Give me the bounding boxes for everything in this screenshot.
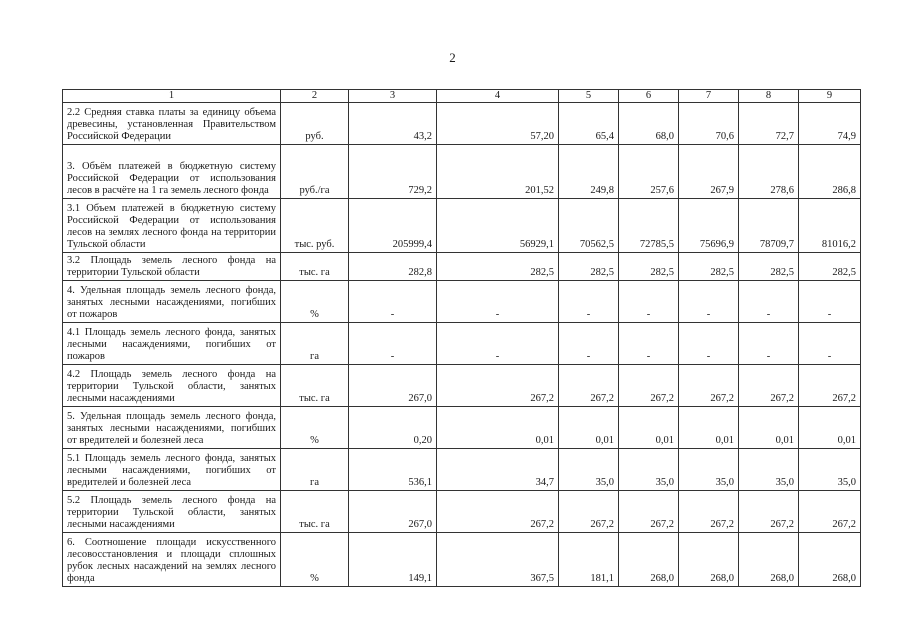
column-header: 5: [559, 90, 619, 103]
table-row: [63, 365, 861, 407]
row-value: -: [559, 323, 619, 365]
row-unit: руб./га: [281, 145, 349, 199]
row-value: 78709,7: [739, 199, 799, 253]
row-unit: тыс. га: [281, 365, 349, 407]
row-unit: га: [281, 449, 349, 491]
row-value: 267,2: [679, 491, 739, 533]
row-value: -: [739, 323, 799, 365]
column-header: 1: [63, 90, 281, 103]
column-header: 9: [799, 90, 861, 103]
row-value: 35,0: [619, 449, 679, 491]
row-value: 35,0: [739, 449, 799, 491]
row-value: 282,5: [559, 253, 619, 281]
row-value: -: [799, 281, 861, 323]
row-value: 205999,4: [349, 199, 437, 253]
row-value: 282,5: [619, 253, 679, 281]
row-value: 268,0: [619, 533, 679, 587]
row-value: 267,2: [739, 365, 799, 407]
row-value: 72,7: [739, 103, 799, 145]
row-description: 3. Объём платежей в бюджетную систему Российской Федерации от использования лесов в расчёте на 1 га земель лесного фонда: [63, 145, 281, 199]
row-unit: %: [281, 407, 349, 449]
row-value: 729,2: [349, 145, 437, 199]
row-description: 4. Удельная площадь земель лесного фонда, занятых лесными насаждениями, погибших от пожаров: [63, 281, 281, 323]
row-value: 267,2: [437, 365, 559, 407]
row-value: 257,6: [619, 145, 679, 199]
row-value: 267,0: [349, 365, 437, 407]
row-unit: %: [281, 533, 349, 587]
row-value: -: [437, 323, 559, 365]
row-description: 3.1 Объем платежей в бюджетную систему Российской Федерации от использования лесов на землях лесного фонда на территории Тульской области: [63, 199, 281, 253]
row-value: -: [679, 281, 739, 323]
table-row: [63, 281, 861, 323]
row-value: 282,5: [799, 253, 861, 281]
row-value: 282,5: [679, 253, 739, 281]
row-value: 35,0: [559, 449, 619, 491]
row-value: -: [739, 281, 799, 323]
table-row: [63, 145, 861, 199]
row-description: 5.2 Площадь земель лесного фонда на территории Тульской области, занятых лесными насаждениями: [63, 491, 281, 533]
row-value: 0,01: [679, 407, 739, 449]
row-description: 4.2 Площадь земель лесного фонда на территории Тульской области, занятых лесными насаждениями: [63, 365, 281, 407]
row-value: 286,8: [799, 145, 861, 199]
row-value: 267,2: [559, 491, 619, 533]
row-value: 65,4: [559, 103, 619, 145]
row-value: 74,9: [799, 103, 861, 145]
row-value: 267,2: [619, 491, 679, 533]
column-header: 2: [281, 90, 349, 103]
column-header: 8: [739, 90, 799, 103]
row-unit: %: [281, 281, 349, 323]
row-value: 267,2: [799, 365, 861, 407]
row-value: 57,20: [437, 103, 559, 145]
row-value: 267,9: [679, 145, 739, 199]
row-value: 43,2: [349, 103, 437, 145]
table-row: [63, 199, 861, 253]
row-unit: га: [281, 323, 349, 365]
row-value: 536,1: [349, 449, 437, 491]
row-value: 0,01: [437, 407, 559, 449]
row-value: 181,1: [559, 533, 619, 587]
column-header: 4: [437, 90, 559, 103]
row-value: 267,2: [799, 491, 861, 533]
header-row: [63, 90, 861, 103]
row-value: 70,6: [679, 103, 739, 145]
table-row: [63, 407, 861, 449]
row-unit: тыс. руб.: [281, 199, 349, 253]
row-value: -: [679, 323, 739, 365]
row-description: 4.1 Площадь земель лесного фонда, занятых лесными насаждениями, погибших от пожаров: [63, 323, 281, 365]
row-value: 56929,1: [437, 199, 559, 253]
row-value: 267,2: [559, 365, 619, 407]
row-value: 75696,9: [679, 199, 739, 253]
row-value: 68,0: [619, 103, 679, 145]
row-value: 367,5: [437, 533, 559, 587]
column-header: 3: [349, 90, 437, 103]
row-value: 278,6: [739, 145, 799, 199]
row-value: -: [349, 281, 437, 323]
row-value: 267,0: [349, 491, 437, 533]
row-description: 5.1 Площадь земель лесного фонда, занятых лесными насаждениями, погибших от вредителей и болезней леса: [63, 449, 281, 491]
row-value: 268,0: [679, 533, 739, 587]
column-header: 6: [619, 90, 679, 103]
table-row: [63, 253, 861, 281]
row-unit: тыс. га: [281, 491, 349, 533]
row-value: 268,0: [799, 533, 861, 587]
row-value: -: [437, 281, 559, 323]
row-value: 72785,5: [619, 199, 679, 253]
row-value: -: [799, 323, 861, 365]
row-value: 201,52: [437, 145, 559, 199]
row-value: 282,8: [349, 253, 437, 281]
row-value: 282,5: [739, 253, 799, 281]
row-description: 3.2 Площадь земель лесного фонда на территории Тульской области: [63, 253, 281, 281]
row-value: -: [559, 281, 619, 323]
row-description: 2.2 Средняя ставка платы за единицу объема древесины, установленная Правительством Российской Федерации: [63, 103, 281, 145]
table-row: [63, 491, 861, 533]
row-value: 35,0: [799, 449, 861, 491]
row-value: 70562,5: [559, 199, 619, 253]
row-value: 268,0: [739, 533, 799, 587]
data-table: [62, 89, 861, 587]
table-row: [63, 103, 861, 145]
row-value: 0,01: [619, 407, 679, 449]
row-description: 5. Удельная площадь земель лесного фонда, занятых лесными насаждениями, погибших от вредителей и болезней леса: [63, 407, 281, 449]
row-value: 35,0: [679, 449, 739, 491]
row-value: 249,8: [559, 145, 619, 199]
table-row: [63, 323, 861, 365]
row-unit: руб.: [281, 103, 349, 145]
row-value: 267,2: [437, 491, 559, 533]
row-value: 0,01: [799, 407, 861, 449]
row-value: 267,2: [739, 491, 799, 533]
row-value: 34,7: [437, 449, 559, 491]
row-value: 0,20: [349, 407, 437, 449]
row-value: 81016,2: [799, 199, 861, 253]
row-value: 267,2: [619, 365, 679, 407]
row-value: 0,01: [559, 407, 619, 449]
table-row: [63, 449, 861, 491]
row-value: 282,5: [437, 253, 559, 281]
table-row: [63, 533, 861, 587]
row-unit: тыс. га: [281, 253, 349, 281]
row-value: -: [619, 323, 679, 365]
table-body: [63, 103, 861, 587]
row-value: -: [619, 281, 679, 323]
page-number: 2: [449, 50, 456, 65]
row-description: 6. Соотношение площади искусственного лесовосстановления и площади сплошных рубок лесных насаждений на землях лесного фонда: [63, 533, 281, 587]
row-value: 149,1: [349, 533, 437, 587]
row-value: 267,2: [679, 365, 739, 407]
column-header: 7: [679, 90, 739, 103]
row-value: -: [349, 323, 437, 365]
row-value: 0,01: [739, 407, 799, 449]
